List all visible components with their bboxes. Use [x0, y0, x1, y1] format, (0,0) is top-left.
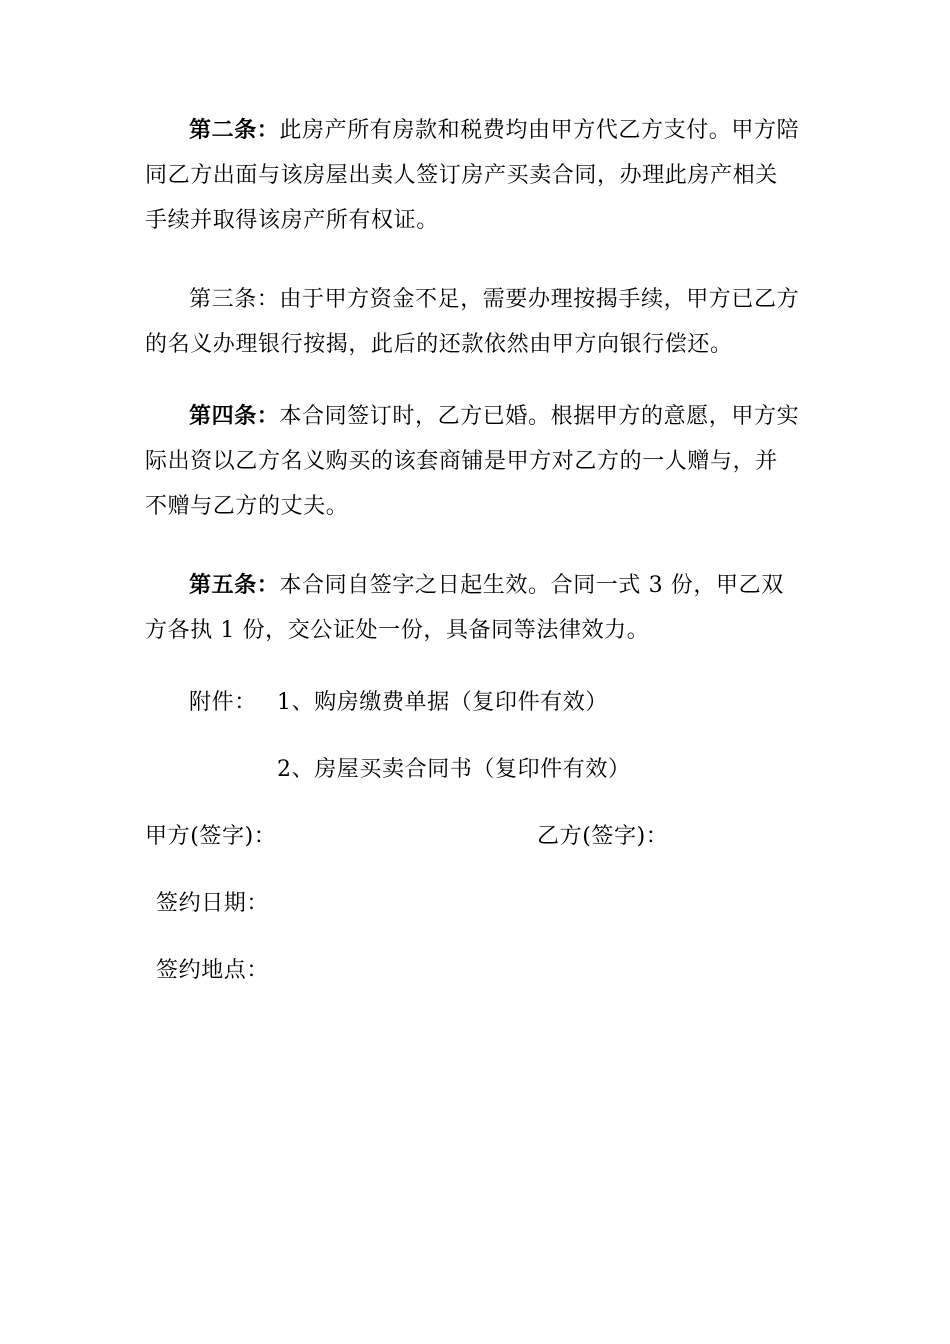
article-5 [145, 563, 800, 653]
article-heading: 第五条： [189, 572, 280, 598]
signing-place-label: 签约地点： [156, 958, 270, 983]
signing-date-label: 签约日期： [156, 891, 270, 916]
article-text: 此房产所有房款和税费均由甲方代乙方支付。甲方陪同乙方出面与该房屋出卖人签订房产买卖合同，办理此房产相关手续并取得该房产所有权证。 [145, 118, 800, 233]
attachments-label: 附件： [189, 690, 257, 715]
article-text: 由于甲方资金不足，需要办理按揭手续，甲方已乙方的名义办理银行按揭，此后的还款依然由甲方向银行偿还。 [145, 287, 800, 357]
article-text: 本合同签订时，乙方已婚。根据甲方的意愿，甲方实际出资以乙方名义购买的该套商铺是甲方对乙方的一人赠与，并不赠与乙方的丈夫。 [145, 404, 800, 519]
attachment-item-1: 1、购房缴费单据（复印件有效） [277, 690, 608, 715]
article-2 [145, 108, 800, 243]
article-heading: 第三条： [189, 287, 280, 312]
article-4 [145, 394, 800, 529]
party-b-signature: 乙方(签字)： [537, 824, 669, 849]
article-3 [145, 277, 800, 367]
attachment-item-2: 2、房屋买卖合同书（复印件有效） [277, 757, 631, 782]
article-heading: 第四条： [189, 403, 280, 429]
article-heading: 第二条： [189, 117, 280, 143]
article-text: 本合同自签字之日起生效。合同一式 3 份，甲乙双方各执 1 份，交公证处一份，具备同等法律效力。 [145, 573, 784, 643]
party-a-signature: 甲方(签字)： [145, 824, 277, 849]
